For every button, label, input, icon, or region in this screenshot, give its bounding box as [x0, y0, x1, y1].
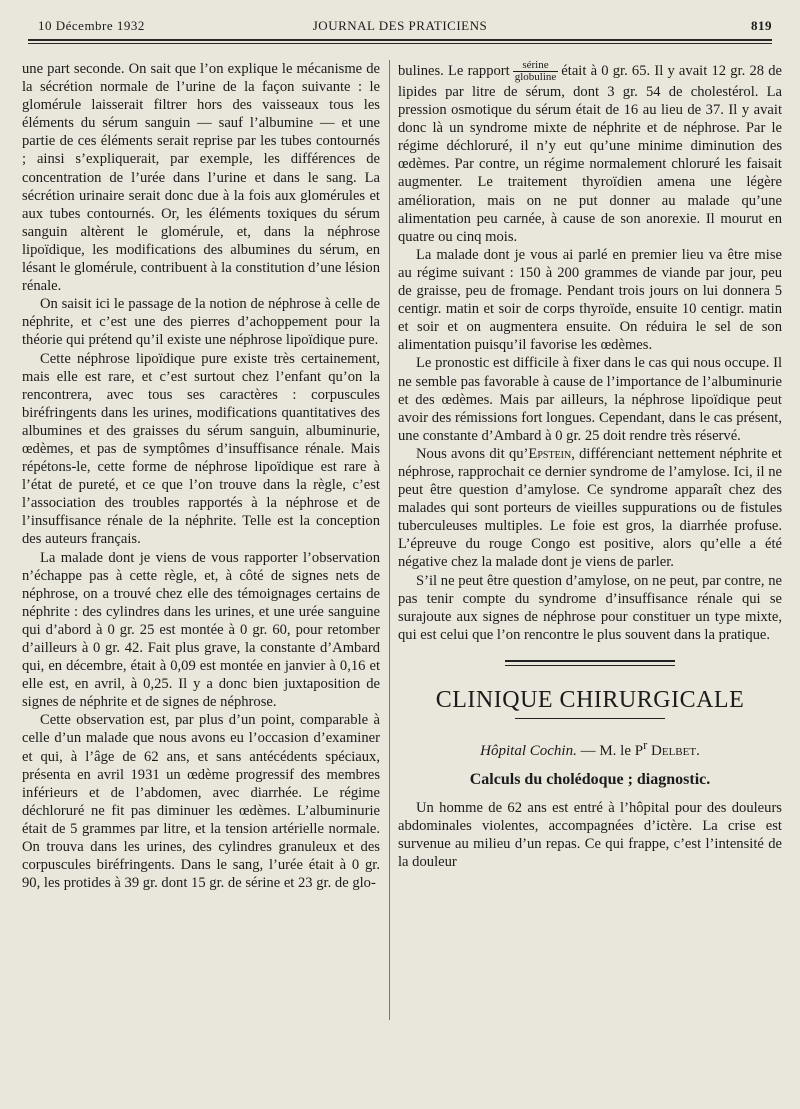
hospital-name: Hôpital Cochin.	[480, 742, 577, 759]
section-separator	[505, 660, 675, 666]
article-title: Calculs du cholédoque ; diagnostic.	[469, 770, 711, 788]
header-date: 10 Décembre 1932	[38, 18, 145, 33]
paragraph: On saisit ici le passage de la notion de néphrose à celle de néphrite, et c’est une des pierres d’achoppement pour la théorie qui prétend qu’il existe une néphrose lipoïdique pure.	[22, 296, 380, 349]
paragraph-text: , différenciant nettement néphrite et néphrose, rapprochait ce dernier syndrome de l’amylose. Ici, il ne peut être question d’amylose. Ce syndrome apparaît chez des malades qui sont porteurs de vieilles suppurations ou de fistules tuberculeuses multiples. Le foie est gros, la diarrhée profuse. L’épreuve du rouge Congo est positive, alors qu’elle a été négative chez la malade dont je viens de parler.	[398, 445, 782, 571]
paragraph: Cette néphrose lipoïdique pure existe très certainement, mais elle est rare, et c’est surtout chez l’enfant qu’on la rencontrera, avec tous ses caractères : corpuscules biréfringents dans les urines, modifications quantitatives des albumines et des graisses du sérum sanguin, albuminurie, œdèmes, et pas de symptômes d’insuffisance rénale. Mais répétons-le, cette forme de néphrose lipoïdique est rare à l’état de pureté, et ce que l’on trouve dans la règle, c’est l’association des troubles rapportés à la néphrose et de l’insuffisance rénale de la néphrite. Telle est la conception des auteurs français.	[22, 350, 380, 548]
page-header	[28, 16, 772, 38]
paragraph-text: était à 0 gr. 65. Il y avait 12 gr. 28 de lipides par litre de sérum, dont 3 gr. 54 de cholestérol. La pression osmotique du sérum était de 16 au lieu de 37. Il y avait donc là un syndrome mixte de néphrite et de néphrose. Par le régime déchloruré, il n’y eut qu’une minime diminution des œdèmes. Par contre, un régime normalement chloruré les faisait augmenter. Le traitement thyroïdien amena une légère amélioration, mais on ne put donner au malade qu’une alimentation peu carnée, à cause de son anorexie. Il mourut en quatre ou cinq mois.	[398, 62, 782, 245]
paragraph: une part seconde. On sait que l’on explique le mécanisme de la sécrétion normale de l’urine de la façon suivante : le glomérule laisserait filtrer hors des vaisseaux tous les éléments du sérum sanguin — sauf l’albumine — et une partie de ces éléments serait reprise par les tubes contournés ; ainsi s’expliquerait, par exemple, les différences de concentration de l’urée dans l’urine et dans le sang. La sécrétion urinaire serait donc due à la fois aux glomérules et aux tubes contournés. Or, les éléments toxiques du sérum sanguin altèrent le glomérule, et, dans la néphrose lipoïdique, les modifications des albumines du sérum, en lésant le glomérule, contribuent à la constitution d’une lésion rénale.	[22, 61, 380, 295]
paragraph: La malade dont je viens de vous rapporter l’observation n’échappe pas à cette règle, et, à côté de signes nets de néphrose, on a trouvé chez elle des témoignages certains de néphrite : des cylindres dans les urines, et une urée sanguine qui d’abord à 0 gr. 25 est montée à 0 gr. 60, pour retomber d’ailleurs à 0 gr. 42. Fait plus grave, la constante d’Ambard qui, en décembre, était à 0,09 est montée en janvier à 0,16 et elle est, en avril, à 0,25. Il y a donc bien juxtaposition de signes de néphrite et de signes de néphrose.	[22, 549, 380, 711]
right-column	[398, 60, 782, 1100]
fraction-denominator: globuline	[514, 71, 557, 83]
paragraph	[398, 60, 782, 246]
left-column	[22, 60, 380, 1100]
professor-name: Delbet	[651, 742, 697, 759]
paragraph: S’il ne peut être question d’amylose, on ne peut, par contre, ne pas tenir compte du syndrome d’insuffisance rénale qui se surajoute aux signes de néphrose pour constituer un type mixte, qui est celui que l’on rencontre le plus souvent dans la pratique.	[398, 572, 782, 643]
paragraph: Cette observation est, par plus d’un point, comparable à celle d’un malade que nous avons eu l’occasion d’examiner et qui, à l’âge de 62 ans, et sans antécédents spéciaux, présenta en avril 1931 un œdème progressif des membres inférieurs et de l’abdomen, avec diarrhée. Le régime déchloruré ne fit pas diminuer les œdèmes. L’albuminurie était de 5 grammes par litre, et la tension artérielle normale. On trouva dans les urines, des cylindres granuleux et des corpuscules biréfringents. Dans le sang, l’urée était à 0 gr. 90, les protides à 39 gr. dont 15 gr. de sérine et 23 gr. de glo-	[22, 712, 380, 892]
header-rule	[28, 39, 772, 41]
section-title-rule	[515, 718, 665, 719]
hospital-text: — M. le P	[576, 742, 644, 759]
hospital-line: Hôpital Cochin. — M. le $P^r$ Delbet.	[480, 737, 700, 759]
paragraph: Le pronostic est difficile à fixer dans le cas qui nous occupe. Il ne semble pas favorable à cause de l’importance de l’albuminurie et des œdèmes. Mais par ailleurs, la néphrose lipoïdique peut avoir des rémissions fort longues. Cependant, dans le cas présent, une constante d’Ambard à 0 gr. 25 doit rendre très réservé.	[398, 355, 782, 444]
author-name: Epstein	[528, 445, 572, 462]
section-title: CLINIQUE CHIRURGICALE	[435, 686, 745, 713]
paragraph-text: Nous avons dit qu’	[416, 445, 529, 462]
column-divider	[389, 60, 390, 1020]
paragraph: Un homme de 62 ans est entré à l’hôpital pour des douleurs abdominales violentes, accompagnées d’ictère. La crise est survenue au milieu d’un repas. Ce qui frappe, c’est l’intensité de la douleur	[398, 799, 782, 871]
fraction-numerator: sérine	[513, 60, 559, 72]
page-number: 819	[751, 18, 772, 33]
paragraph: La malade dont je vous ai parlé en premier lieu va être mise au régime suivant : 150 à 200 grammes de viande par jour, peu de graisse, peu de fromage. Pendant trois jours on lui donnera 5 centigr. matin et soir de corps thyroïde, ensuite 10 centigr. matin et soir et on augmentera ensuite. On réduira le sel de son alimentation puisqu’il favorise les œdèmes.	[398, 246, 782, 354]
journal-title: JOURNAL DES PRATICIENS	[312, 18, 488, 33]
header-rule-thin	[28, 43, 772, 44]
paragraph	[398, 445, 782, 572]
ratio-fraction	[513, 60, 559, 83]
paragraph-text: bulines. Le rapport	[398, 62, 510, 79]
title-superscript: r	[643, 737, 648, 752]
